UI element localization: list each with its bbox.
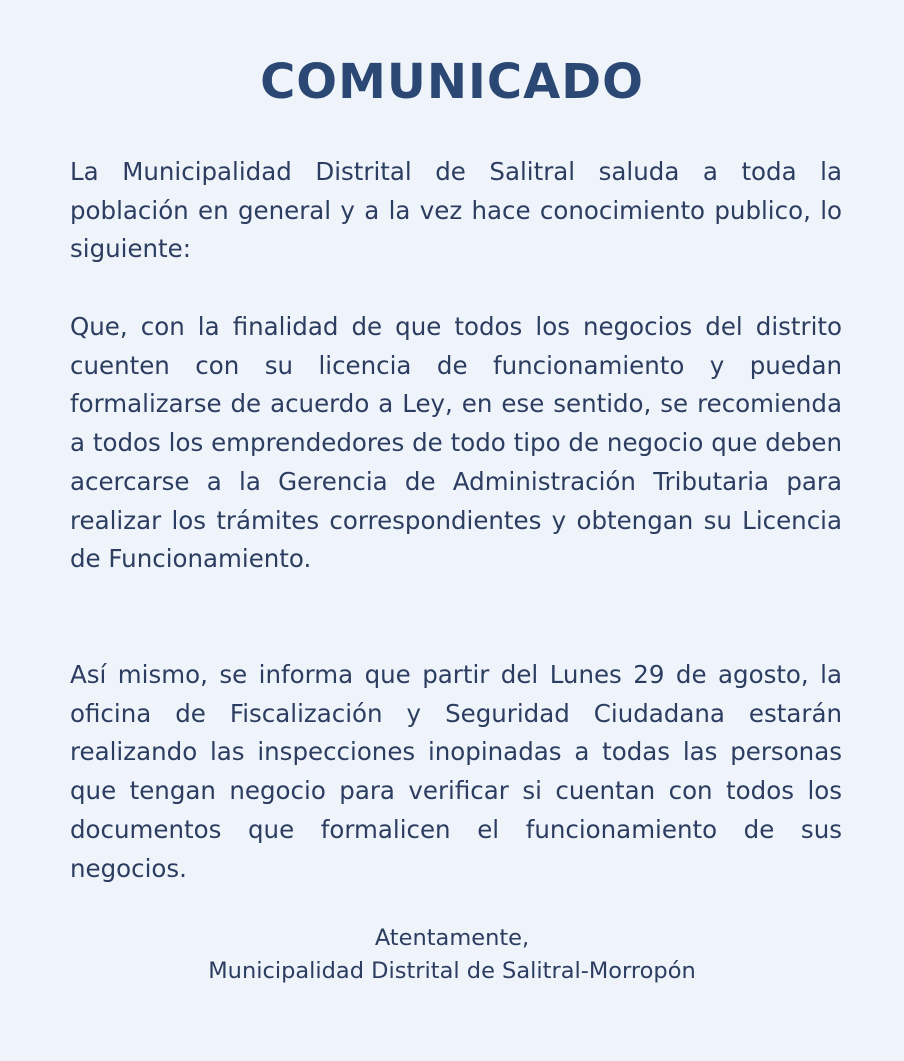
intro-paragraph: La Municipalidad Distrital de Salitral saluda a toda la población en general y a la vez hace conocimiento publico, lo siguiente: xyxy=(70,157,842,264)
license-paragraph: Que, con la finalidad de que todos los negocios del distrito cuenten con su licencia de funcionamiento y puedan formalizarse de acuerdo a Ley, en ese sentido, se recomienda a todos los emprendedores de todo tipo de negocio que deben acercarse a la Gerencia de Administración Tributaria para realizar los trámites correspondientes y obtengan su Licencia de Funcionamiento. xyxy=(70,312,842,574)
signature: Municipalidad Distrital de Salitral-Morropón xyxy=(208,958,696,984)
closing-salutation: Atentamente, xyxy=(374,925,530,951)
page-title: COMUNICADO xyxy=(260,54,644,110)
inspection-paragraph: Así mismo, se informa que partir del Lunes 29 de agosto, la oficina de Fiscalización y Seguridad Ciudadana estarán realizando las inspecciones inopinadas a todas las personas que tengan negocio para verificar si cuentan con todos los documentos que formalicen el funcionamiento de sus negocios. xyxy=(70,660,842,883)
